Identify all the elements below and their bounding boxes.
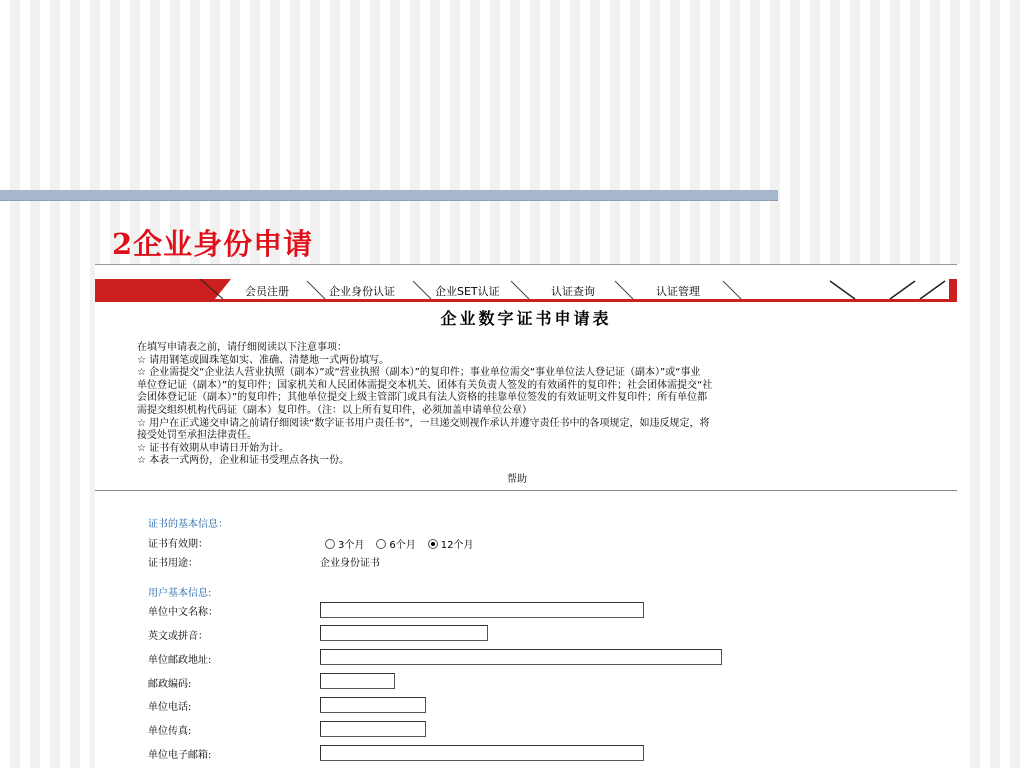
validity-radio-group <box>325 536 473 551</box>
section-divider <box>95 490 957 491</box>
nav-tab-separators <box>95 279 957 302</box>
slide-title: 2企业身份申请 <box>112 227 314 261</box>
validity-option-label: 12个月 <box>440 540 474 551</box>
cn-name-input[interactable] <box>320 602 644 618</box>
notice-block <box>137 342 917 468</box>
validity-label: 证书有效期： <box>148 539 208 550</box>
notice-line: 单位登记证（副本）”的复印件；国家机关和人民团体需提交本机关、团体有关负责人签发的有效函件的复印件；社会团体需提交“社 <box>137 379 713 391</box>
usage-value: 企业身份证书 <box>320 558 380 569</box>
usage-label: 证书用途： <box>148 558 198 569</box>
postcode-input[interactable] <box>320 673 395 689</box>
field-label-fax: 单位传真: <box>148 726 192 737</box>
top-divider <box>95 264 957 265</box>
notice-line: ☆ 用户在正式递交申请之前请仔细阅读“数字证书用户责任书”，一旦递交则视作承认并遵守责任书中的各项规定，如违反规定，将 <box>137 417 710 429</box>
email-input[interactable] <box>320 745 644 761</box>
validity-option-label: 3个月 <box>338 540 365 551</box>
nav-enterprise-identity[interactable]: 企业身份认证 <box>329 285 395 298</box>
cert-section-heading: 证书的基本信息： <box>148 519 228 530</box>
notice-line: ☆ 请用钢笔或圆珠笔如实、准确、清楚地一式两份填写。 <box>137 354 390 366</box>
nav-enterprise-set[interactable]: 企业SET认证 <box>435 285 500 298</box>
notice-line: 会团体登记证（副本）”的复印件；其他单位提交上级主管部门或具有法人资格的挂靠单位签发的有效证明文件复印件；所有单位都 <box>137 392 708 404</box>
notice-line: 接受处罚至承担法律责任。 <box>137 430 257 442</box>
address-input[interactable] <box>320 649 722 665</box>
validity-option-label: 6个月 <box>389 540 416 551</box>
notice-line: 需提交组织机构代码证（副本）复印件。（注：以上所有复印件，必须加盖申请单位公章） <box>137 404 532 416</box>
slide-decor-bar <box>0 190 778 201</box>
nav-cert-query[interactable]: 认证查询 <box>551 285 595 298</box>
radio-selected-icon <box>428 539 438 549</box>
user-section-heading: 用户基本信息: <box>148 588 212 599</box>
validity-option-6m[interactable] <box>376 536 415 551</box>
help-link[interactable]: 帮助 <box>507 474 527 485</box>
nav-cert-manage[interactable]: 认证管理 <box>656 285 700 298</box>
field-label-address: 单位邮政地址: <box>148 655 212 666</box>
en-name-input[interactable] <box>320 625 488 641</box>
field-label-phone: 单位电话: <box>148 702 192 713</box>
nav-bar <box>95 279 957 302</box>
notice-line: ☆ 证书有效期从申请日开始为计。 <box>137 442 290 454</box>
nav-member-register[interactable]: 会员注册 <box>245 285 289 298</box>
field-label-cn-name: 单位中文名称： <box>148 607 218 618</box>
radio-icon <box>325 539 335 549</box>
validity-option-12m[interactable] <box>428 536 474 551</box>
field-label-postcode: 邮政编码: <box>148 679 192 690</box>
notice-line: ☆ 企业需提交“企业法人营业执照（副本）”或“营业执照（副本）”的复印件；事业单位需交“事业单位法人登记证（副本）”或“事业 <box>137 367 701 379</box>
form-title: 企业数字证书申请表 <box>440 309 612 328</box>
notice-line: 在填写申请表之前，请仔细阅读以下注意事项： <box>137 342 347 353</box>
field-label-en-name: 英文或拼音： <box>148 631 208 642</box>
validity-option-3m[interactable] <box>325 536 364 551</box>
fax-input[interactable] <box>320 721 426 737</box>
notice-line: ☆ 本表一式两份，企业和证书受理点各执一份。 <box>137 455 350 467</box>
screenshot-panel <box>95 264 970 768</box>
phone-input[interactable] <box>320 697 426 713</box>
field-label-email: 单位电子邮箱: <box>148 750 212 761</box>
radio-icon <box>376 539 386 549</box>
